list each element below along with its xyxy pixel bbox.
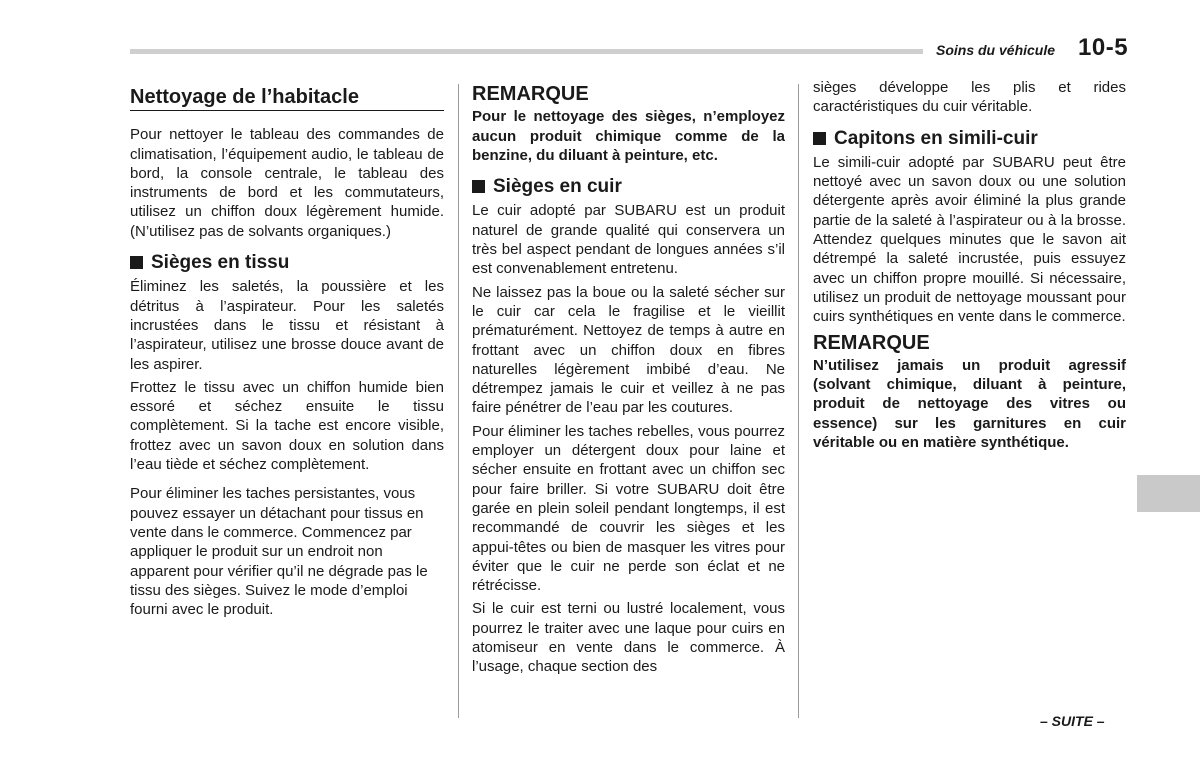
header-rule [130, 49, 923, 54]
square-bullet-icon [472, 180, 485, 193]
subheading-label: Sièges en tissu [151, 252, 290, 274]
page-number: 10-5 [1078, 34, 1129, 61]
paragraph: sièges développe les plis et rides caractéristiques du cuir véritable. [813, 79, 1126, 116]
paragraph: Le cuir adopté par SUBARU est un produit naturel de grande qualité qui conservera un très bel aspect pendant de longues années s’il est convenablement entretenu. [472, 202, 785, 278]
column-divider-2 [798, 84, 799, 718]
paragraph: Frottez le tissu avec un chiffon humide bien essoré et séchez ensuite le tissu complètement. Si la tache est encore visible, frottez avec un savon doux en solution dans l’eau tiède et séchez complètement. [130, 378, 444, 474]
section-title: Nettoyage de l’habitacle [130, 88, 444, 111]
column-2 [472, 78, 785, 681]
paragraph: Ne laissez pas la boue ou la saleté sécher sur le cuir car cela le fragilise et le vieillit prématurément. Nettoyez de temps à autre en frottant avec un chiffon doux en fibres naturelles légèrement imbibé d’eau. Ne détrempez jamais le cuir et veillez à ne pas faire pénétrer de l’eau par les coutures. [472, 283, 785, 417]
subheading-label: Capitons en simili-cuir [834, 127, 1038, 149]
column-1 [130, 78, 444, 623]
continued-label: – SUITE – [1040, 713, 1105, 729]
square-bullet-icon [130, 256, 143, 269]
intro-paragraph: Pour nettoyer le tableau des commandes de climatisation, l’équipement audio, le tableau de bord, la console centrale, le tableau des instruments de bord et les commutateurs, utilisez un chiffon doux légèrement humide. (N’utilisez pas de solvants organiques.) [130, 126, 444, 240]
chapter-tab [1137, 475, 1200, 512]
paragraph: Le simili-cuir adopté par SUBARU peut être nettoyé avec un savon doux ou une solution détergente après avoir éliminé la plus grande partie de la saleté à l’aspirateur ou à la brosse. Attendez quelques minutes que le savon ait détrempé la saleté incrustée, puis essuyez avec un chiffon propre mouillé. Si nécessaire, utilisez un produit de nettoyage moussant pour cuirs synthétiques en vente dans le commerce. [813, 153, 1126, 326]
subheading-label: Sièges en cuir [493, 176, 622, 198]
remark-text: Pour le nettoyage des sièges, n’employez aucun produit chimique comme de la benzine, du diluant à peinture, etc. [472, 108, 785, 164]
subheading-fabric-seats [130, 253, 444, 272]
column-3 [813, 78, 1126, 456]
subheading-imitation-leather [813, 129, 1126, 148]
remark-text: N’utilisez jamais un produit agressif (solvant chimique, diluant à peinture, produit de nettoyage des vitres ou essence) sur les garnitures en cuir véritable ou en matière synthétique. [813, 356, 1126, 452]
header-section-title: Soins du véhicule [936, 42, 1056, 58]
paragraph: Si le cuir est terni ou lustré localement, vous pourrez le traiter avec une laque pour cuirs en atomiseur en vente dans le commerce. À l’usage, chaque section des [472, 600, 785, 676]
subheading-leather-seats [472, 177, 785, 196]
remark-title: REMARQUE [472, 83, 589, 105]
paragraph: Pour éliminer les taches rebelles, vous pourrez employer un détergent doux pour laine et sécher ensuite en frottant avec un chiffon sec pour faire briller. Si votre SUBARU doit être garée en plein soleil pendant longtemps, il est recommandé de couvrir les sièges et les appui-têtes ou bien de masquer les vitres pour éviter que le cuir ne perde son éclat et ne rétrécisse. [472, 422, 785, 595]
square-bullet-icon [813, 132, 826, 145]
remark-title: REMARQUE [813, 331, 930, 354]
column-divider-1 [458, 84, 459, 718]
paragraph: Éliminez les saletés, la poussière et les détritus à l’aspirateur. Pour les saletés incrustées dans le tissu et résistant à l’aspirateur, utilisez une brosse douce avant de les aspirer. [130, 278, 444, 373]
paragraph: Pour éliminer les taches persistantes, vous pouvez essayer un détachant pour tissus en vente dans le commerce. Commencez par appliquer le produit sur un endroit non apparent pour vérifier qu’il ne dégrade pas le tissu des sièges. Suivez le mode d’emploi fourni avec le produit. [130, 485, 428, 619]
